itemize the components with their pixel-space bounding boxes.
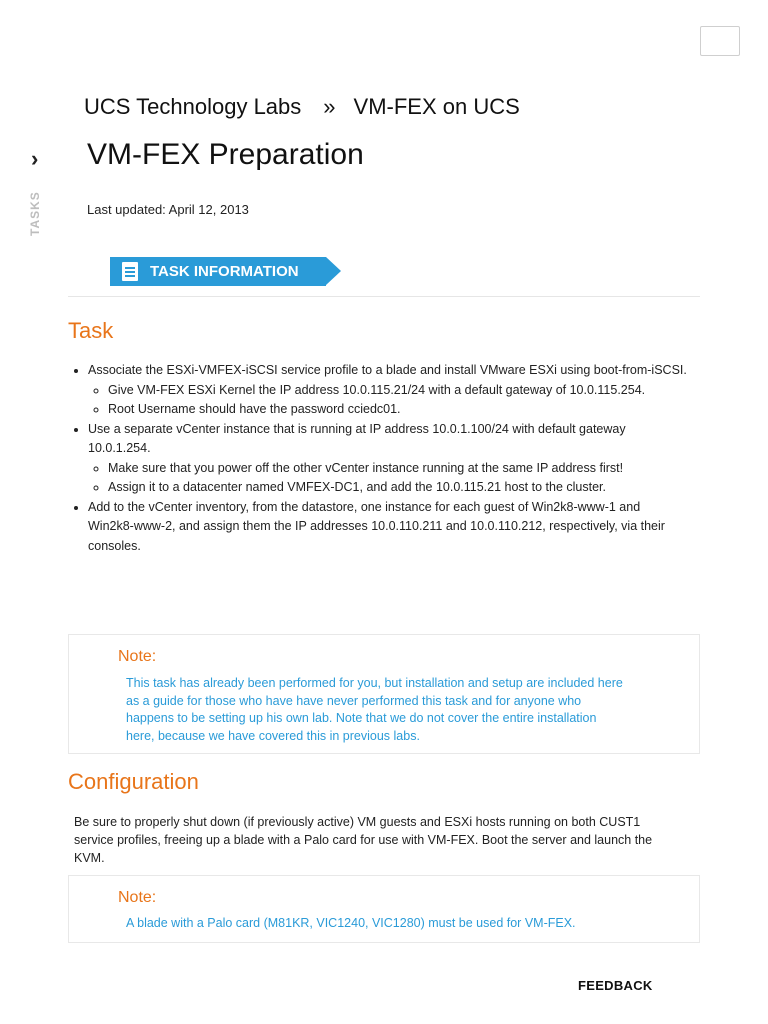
page-title: VM-FEX Preparation <box>87 138 364 171</box>
divider <box>68 296 700 297</box>
last-updated: Last updated: April 12, 2013 <box>87 202 249 217</box>
list-item: ◦ Root Username should have the password cciedc01. <box>108 400 688 420</box>
top-corner-button[interactable] <box>700 26 740 56</box>
task-note-box <box>68 634 700 754</box>
note-text: A blade with a Palo card (M81KR, VIC1240, VIC1280) must be used for VM-FEX. <box>126 916 576 930</box>
configuration-note-box <box>68 875 700 943</box>
configuration-text: Be sure to properly shut down (if previously active) VM guests and ESXi hosts running on both CUST1 service profiles, freeing up a blade with a Palo card for use with VM-FEX. Boot the server and launch the KVM. <box>74 815 653 865</box>
sidebar-expand-icon[interactable]: › <box>31 146 39 171</box>
breadcrumb-link-vmfex[interactable]: VM-FEX on UCS <box>353 94 520 119</box>
list-item: ◦ Make sure that you power off the other vCenter instance running at the same IP address first! <box>108 459 688 479</box>
task-heading: Task <box>68 318 114 343</box>
note-title: Note: <box>118 889 157 906</box>
task-information-banner[interactable] <box>110 257 330 286</box>
tasks-sidebar-tab[interactable]: TASKS <box>28 191 42 236</box>
list-item: ◦ Assign it to a datacenter named VMFEX-DC1, and add the 10.0.115.21 host to the cluster. <box>108 478 688 498</box>
task-information-label: TASK INFORMATION <box>150 263 299 280</box>
feedback-button[interactable]: FEEDBACK <box>578 978 653 993</box>
document-icon <box>122 262 138 281</box>
configuration-heading: Configuration <box>68 769 199 794</box>
list-item: • Add to the vCenter inventory, from the datastore, one instance for each guest of Win2k8-www-1 and Win2k8-www-2, and assign them the IP addresses 10.0.110.211 and 10.0.110.212, respectively, via their consoles. <box>88 498 688 557</box>
breadcrumb <box>84 94 520 120</box>
list-item: • Use a separate vCenter instance that is running at IP address 10.0.1.100/24 with default gateway 10.0.1.254. ◦ Make sure that you power off the other vCenter instance running at the same IP address first! ◦ Assign it to a datacenter named VMFEX-DC1, and add the 10.0.115.21 host to the cluster. <box>88 420 688 498</box>
task-list <box>70 361 688 556</box>
list-item: • Associate the ESXi-VMFEX-iSCSI service profile to a blade and install VMware ESXi using boot-from-iSCSI. ◦ Give VM-FEX ESXi Kernel the IP address 10.0.115.21/24 with a default gateway of 10.0.115.254. ◦ Root Username should have the password cciedc01. <box>88 361 688 420</box>
note-title: Note: <box>118 648 157 665</box>
breadcrumb-separator: » <box>323 94 336 119</box>
note-text: This task has already been performed for you, but installation and setup are included here as a guide for those who have have never performed this task and for anyone who happens to be setting up his own lab. Note that we do not cover the entire installation here, because we have covered this in previous labs. <box>126 676 623 743</box>
list-item: ◦ Give VM-FEX ESXi Kernel the IP address 10.0.115.21/24 with a default gateway of 10.0.115.254. <box>108 381 688 401</box>
breadcrumb-link-ucs-labs[interactable]: UCS Technology Labs <box>84 94 302 119</box>
